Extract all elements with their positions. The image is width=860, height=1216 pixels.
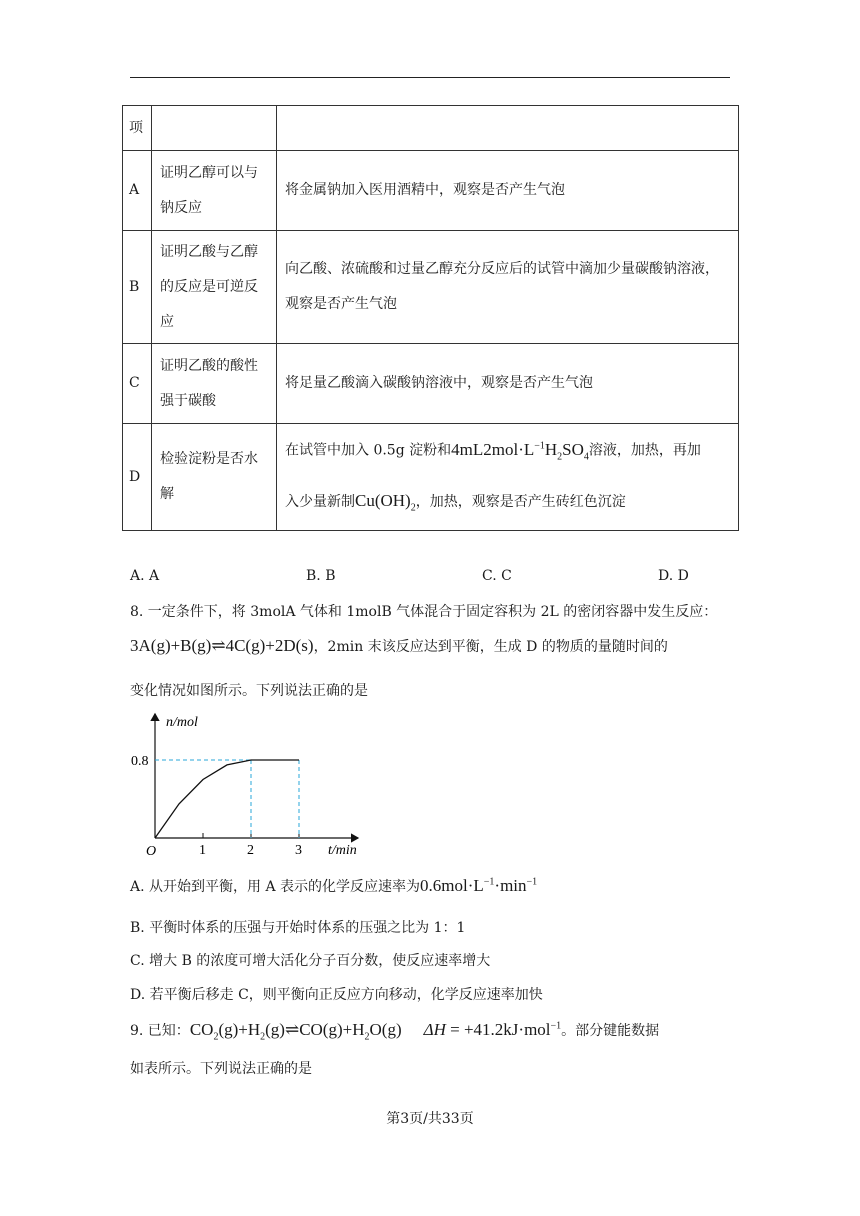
reagent-formula: $4mL2mol\cdot L^{-1}H_2SO_4$ — [451, 439, 589, 463]
x-axis-label: t/min — [328, 843, 357, 858]
y-tick-label: 0.8 — [131, 754, 149, 769]
purpose-cell: 证明乙醇可以与钠反应 — [152, 151, 277, 231]
origin-label: O — [146, 844, 157, 859]
d-amount-curve — [155, 760, 299, 838]
operation-cell: 将金属钠加入医用酒精中，观察是否产生气泡 — [277, 151, 739, 231]
experiment-table — [122, 105, 739, 531]
operation-cell: 向乙酸、浓硫酸和过量乙醇充分反应后的试管中滴加少量碳酸钠溶液，观察是否产生气泡 — [277, 231, 739, 344]
operation-text: 在试管中加入 0.5g 淀粉和 — [285, 442, 452, 459]
cuoh2-formula: $Cu(OH)_2$ — [355, 491, 416, 514]
q9-prefix: 9. 已知： — [130, 1023, 190, 1039]
q8-after-equation: ，2min 末该反应达到平衡，生成 D 的物质的量随时间的 — [313, 639, 668, 655]
q8-equation-line — [130, 636, 668, 656]
x-tick-label: 2 — [247, 843, 254, 858]
y-axis-label: n/mol — [166, 715, 198, 730]
table-header-row — [123, 106, 739, 151]
q9-line2: 如表所示。下列说法正确的是 — [130, 1061, 312, 1077]
header-cell-1: 项 — [123, 106, 152, 151]
operation-text: ，加热，观察是否产生砖红色沉淀 — [415, 494, 626, 511]
option-cell: D — [123, 424, 152, 531]
q8-option-d[interactable]: D. 若平衡后移走 C，则平衡向正反应方向移动，化学反应速率加快 — [130, 987, 543, 1003]
option-cell: A — [123, 151, 152, 231]
q8-equation: 3A(g)+B(g)⇌4C(g)+2D(s) — [130, 636, 314, 655]
q7-option-c[interactable]: C. C — [482, 568, 512, 584]
q9-suffix: 。部分键能数据 — [561, 1023, 660, 1039]
q8-line3: 变化情况如图所示。下列说法正确的是 — [130, 683, 368, 699]
table-row — [123, 231, 739, 344]
q7-options — [130, 568, 730, 588]
header-cell-3 — [277, 106, 739, 151]
page-footer: 第3页/共33页 — [386, 1111, 474, 1127]
table-row — [123, 344, 739, 424]
x-tick-label: 3 — [295, 843, 302, 858]
operation-text: 溶液，加热，再加 — [588, 442, 701, 459]
purpose-cell: 证明乙酸与乙醇的反应是可逆反应 — [152, 231, 277, 344]
d-amount-chart — [126, 708, 376, 863]
rate-value: $0.6mol\cdot L^{-1}\cdot\min^{-1}$ — [420, 876, 538, 895]
header-cell-2 — [152, 106, 277, 151]
q7-option-a[interactable]: A. A — [130, 568, 160, 584]
q8-option-b[interactable]: B. 平衡时体系的压强与开始时体系的压强之比为 1：1 — [130, 920, 466, 936]
q9-enthalpy: ΔH = +41.2kJ·mol$^{-1}$ — [423, 1020, 562, 1039]
q7-option-b[interactable]: B. B — [306, 568, 336, 584]
operation-cell — [277, 424, 739, 531]
operation-cell: 将足量乙酸滴入碳酸钠溶液中，观察是否产生气泡 — [277, 344, 739, 424]
q9-equation: $CO_2(g)+H_2(g)\rightleftharpoons CO(g)+H_2O(g)$ — [189, 1020, 402, 1043]
q8-option-c[interactable]: C. 增大 B 的浓度可增大活化分子百分数，使反应速率增大 — [130, 953, 491, 969]
q8-option-a-text: A. 从开始到平衡，用 A 表示的化学反应速率为 — [130, 879, 421, 895]
option-cell: B — [123, 231, 152, 344]
q8-option-a[interactable] — [130, 876, 537, 896]
x-tick-label: 1 — [199, 843, 206, 858]
header-rule — [130, 77, 730, 78]
purpose-cell: 证明乙酸的酸性强于碳酸 — [152, 344, 277, 424]
q7-option-d[interactable]: D. D — [658, 568, 689, 584]
table-row — [123, 424, 739, 531]
option-cell: C — [123, 344, 152, 424]
operation-text: 入少量新制 — [285, 494, 355, 511]
q8-intro: 8. 一定条件下，将 3molA 气体和 1molB 气体混合于固定容积为 2L 的密闭容器中发生反应： — [130, 604, 718, 620]
q9-line1 — [130, 1020, 659, 1042]
table-row — [123, 151, 739, 231]
purpose-cell: 检验淀粉是否水解 — [152, 424, 277, 531]
